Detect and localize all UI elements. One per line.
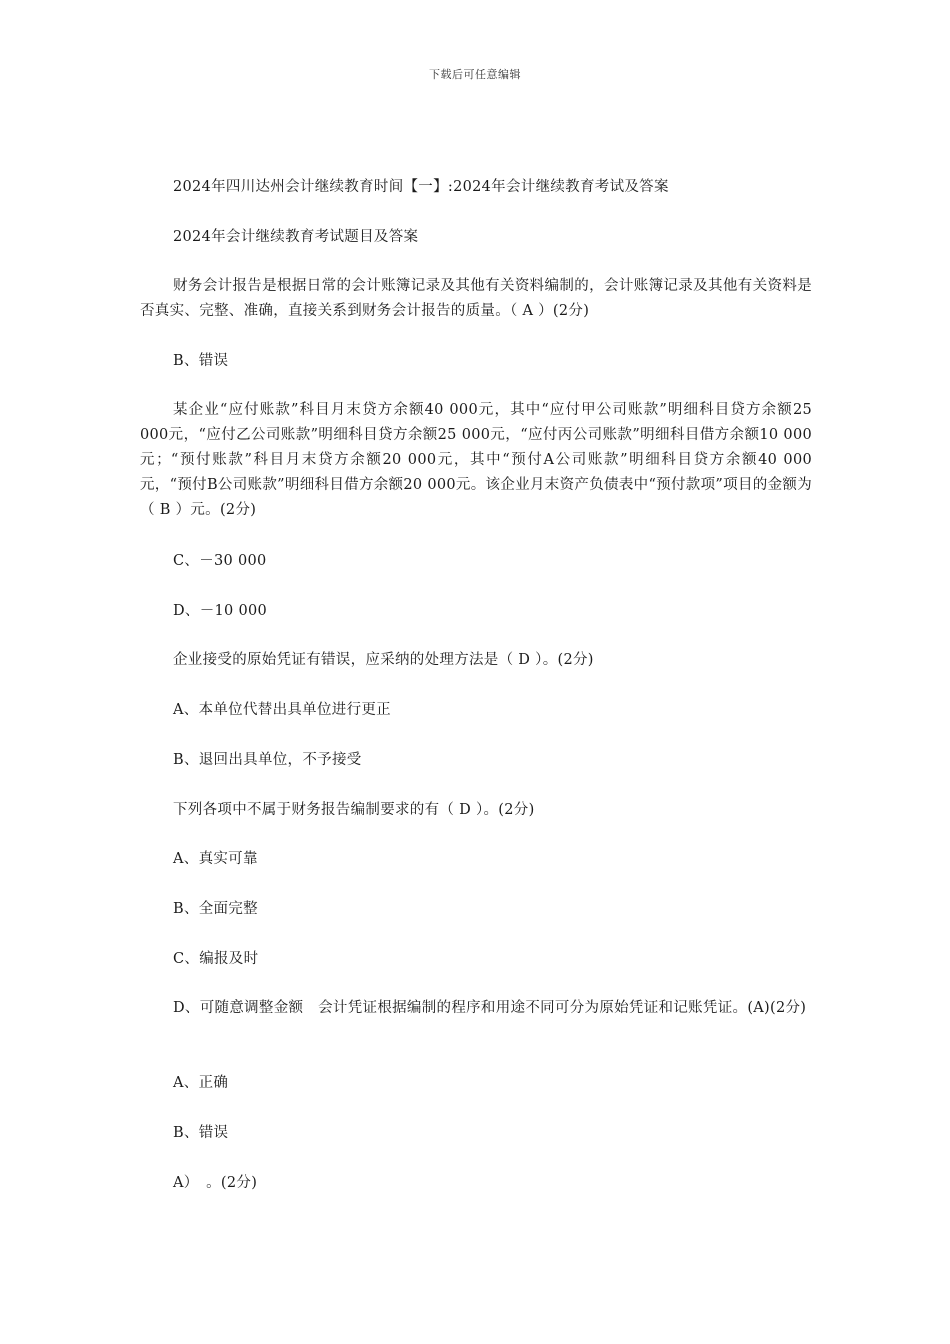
question-5-option-b: B、错误 (173, 1125, 229, 1141)
question-6-fragment: A） 。(2分) (173, 1175, 258, 1191)
question-1: 财务会计报告是根据日常的会计账簿记录及其他有关资料编制的，会计账簿记录及其他有关资料是否真实、完整、准确，直接关系到财务会计报告的质量。（ A ）(2分) (140, 278, 812, 319)
question-4-option-b: B、全面完整 (173, 901, 258, 917)
question-2-option-d: D、－10 000 (173, 603, 268, 619)
question-4-option-a: A、真实可靠 (173, 851, 258, 867)
question-5: D、可随意调整金额 会计凭证根据编制的程序和用途不同可分为原始凭证和记账凭证。(A)(2分) (173, 1000, 807, 1016)
document-subtitle: 2024年会计继续教育考试题目及答案 (173, 229, 419, 245)
question-4-option-c: C、编报及时 (173, 951, 259, 967)
question-4: 下列各项中不属于财务报告编制要求的有（ D ）。(2分) (173, 802, 535, 818)
question-1-option-b: B、错误 (173, 353, 229, 369)
document-title: 2024年四川达州会计继续教育时间【一】:2024年会计继续教育考试及答案 (173, 179, 669, 195)
question-5-option-a: A、正确 (173, 1075, 229, 1091)
question-3-option-b: B、退回出具单位，不予接受 (173, 752, 362, 768)
question-2-option-c: C、－30 000 (173, 553, 267, 569)
question-2: 某企业“应付账款”科目月末贷方余额40 000元，其中“应付甲公司账款”明细科目贷方余额25 000元，“应付乙公司账款”明细科目贷方余额25 000元，“应付丙公司账款”明细科目借方余额10 000元；“预付账款”科目月末贷方余额20 000元，其中“预付A公司账款”明细科目贷方余额40 000元，“预付B公司账款”明细科目借方余额20 000元。该企业月末资产负债表中“预付款项”项目的金额为（ B ）元。(2分) (140, 402, 812, 518)
question-3: 企业接受的原始凭证有错误，应采纳的处理方法是（ D ）。(2分) (173, 652, 594, 668)
question-3-option-a: A、本单位代替出具单位进行更正 (173, 702, 391, 718)
page-header-note: 下载后可任意编辑 (429, 68, 521, 81)
